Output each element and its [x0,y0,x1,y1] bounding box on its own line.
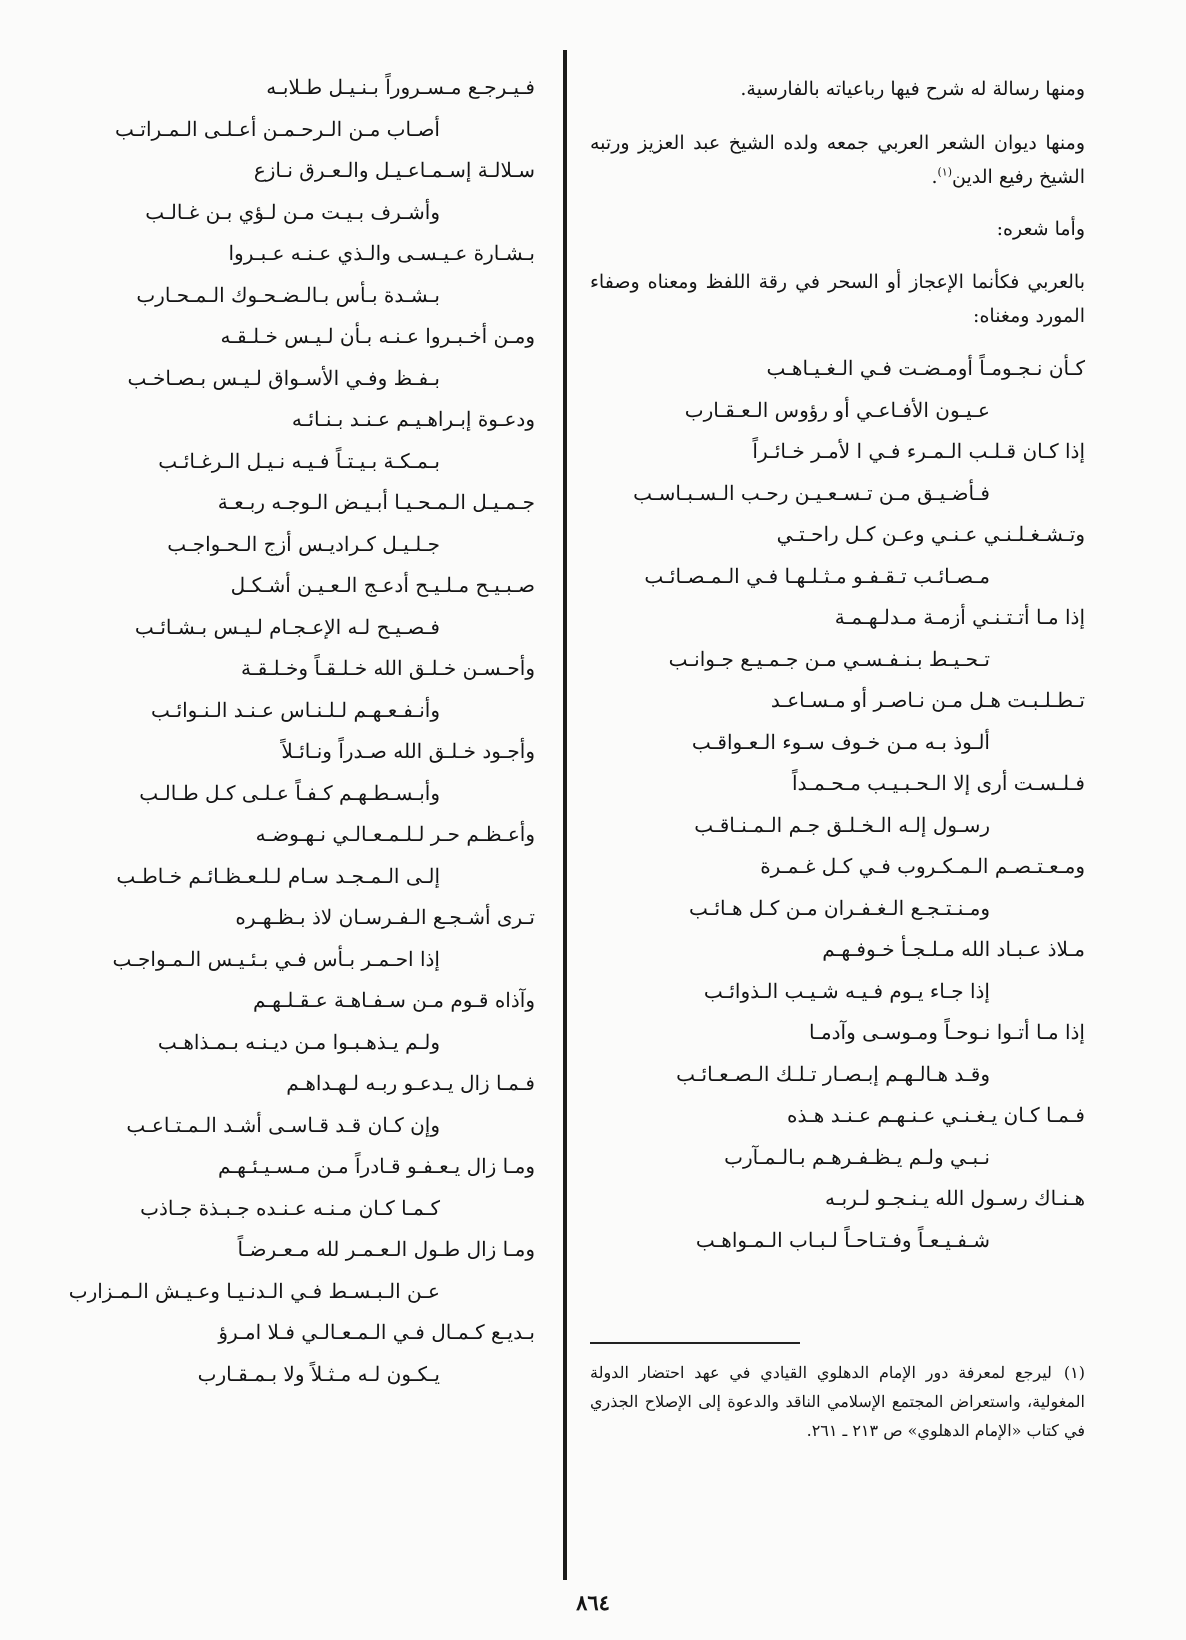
verse-hemistich: يـكـون لـه مـثـلاً ولا بـمـقـارب [197,1361,440,1386]
verse-hemistich: وأشـرف بـيـت مـن لـؤي بـن غـالـب [145,199,440,224]
verse-hemistich: وإن كـان قـد قـاسـى أشـد الـمـتـاعـب [126,1112,440,1137]
verse-hemistich: وأحـسـن خـلـق الله خـلـقـاً وخـلـقـة [240,656,535,680]
verse-hemistich: فـيـرجـع مـسـروراً بـنـيـل طـلابـه [266,75,535,99]
verse-hemistich: إذا مـا أتـوا نـوحـاً ومـوسـى وآدمـا [808,1020,1085,1044]
verse-hemistich: مـصـائـب تـقـفـو مـثـلـهـا فـي الـمـصـائـب [644,563,990,588]
verse-hemistich: بـفـظ وفـي الأسـواق لـيـس بـصـاخـب [127,365,440,390]
verse-hemistich: ومـن أخـبـروا عـنـه بـأن لـيـس خـلـقـه [220,324,535,348]
verse-hemistich: صـبـيـح مـلـيـح أدعـج الـعـيـن أشـكـل [230,573,535,597]
verse-hemistich: ودعـوة إبـراهـيـم عـنـد بـنـائـه [291,407,535,431]
verse-hemistich: كـمـا كـان مـنـه عـنـده جـبـذة جـاذب [140,1195,440,1220]
verse-hemistich: سـلالـة إسـمـاعـيـل والـعـرق نـازع [253,158,535,182]
verse-hemistich: فـأضـيـق مـن تـسـعـيـن رحـب الـسـبـاسـب [633,480,990,505]
verse-hemistich: بـشـدة بـأس بـالـضـحـوك الـمـحـارب [136,282,440,307]
verse-hemistich: ألـوذ بـه مـن خـوف سـوء الـعـواقـب [691,729,990,754]
verse-hemistich: ولـم يـذهـبـوا مـن ديـنـه بـمـذاهـب [157,1029,440,1054]
verse-hemistich: رسـول إلـه الـخـلـق جـم الـمـنـاقـب [694,812,990,837]
verse-hemistich: مـلاذ عـبـاد الله مـلـجـأ خـوفـهـم [822,937,1085,961]
verse-hemistich: هـنـاك رسـول الله يـنـجـو لـربـه [825,1186,1085,1210]
verse-hemistich: ومـعـتـصـم الـمـكـروب فـي كـل غـمـرة [760,854,1085,878]
footnote-rule [590,1342,800,1344]
verse-hemistich: فـلـسـت أرى إلا الـحـبـيـب مـحـمـداً [791,771,1085,795]
verse-hemistich: وأجـود خـلـق الله صـدراً ونـائـلاً [281,739,535,763]
verse-hemistich: تـرى أشـجـع الـفـرسـان لاذ بـظـهـره [235,905,535,929]
verse-hemistich: عـيـون الأفـاعـي أو رؤوس الـعـقـارب [684,397,990,422]
verse-hemistich: تـحـيـط بـنـفـسـي مـن جـمـيـع جـوانـب [668,646,990,671]
verse-hemistich: وأعـظـم حـر لـلـمـعـالـي نـهـوضـه [255,822,535,846]
paragraph-diwan [590,126,1085,194]
verse-hemistich: فـمـا كـان يـغـنـي عـنـهـم عـنـد هـذه [786,1103,1085,1127]
verse-hemistich: فـمـا زال يـدعـو ربـه لـهـداهـم [286,1071,535,1095]
verse-hemistich: بـمـكـة بـيـتـاً فـيـه نـيـل الـرغـائـب [158,448,440,473]
verse-hemistich: وأنـفـعـهـم لـلـنـاس عـنـد الـنـوائـب [151,697,440,722]
verse-hemistich: إذا مـا أتـتـنـي أزمـة مـدلـهـمـة [834,605,1085,629]
footnote [590,1358,1085,1445]
paragraph-poetry-intro: وأما شعره: [996,218,1085,240]
verse-hemistich: ومـا زال يـعـفـو قـادراً مـن مـسـيـئـهـم [218,1154,535,1178]
paragraph-arabic-poetry: بالعربي فكأنما الإعجاز أو السحر في رقة اللفظ ومعناه وصفاء المورد ومغناه: [590,271,1085,327]
page-number: ٨٦٤ [576,1590,610,1615]
right-column [590,60,1085,1510]
verse-hemistich: عـن الـبـسـط فـي الـدنـيـا وعـيـش الـمـزارب [68,1278,440,1303]
verse-hemistich: بـشـارة عـيـسـى والـذي عـنـه عـبـروا [228,241,535,265]
verse-hemistich: وتـشـغـلـنـي عـنـي وعـن كـل راحـتـي [776,522,1085,546]
paragraph-diwan-text: ومنها ديوان الشعر العربي جمعه ولده الشيخ عبد العزيز ورتبه الشيخ رفيع الدين [590,132,1085,188]
verse-hemistich: إذا جـاء يـوم فـيـه شـيـب الـذوائـب [703,978,990,1003]
verse-hemistich: شـفـيـعـاً وفـتـاحـاً لـبـاب الـمـواهـب [695,1227,990,1252]
verse-hemistich: بـديـع كـمـال فـي الـمـعـالـي فـلا امـرؤ [218,1320,535,1344]
verse-hemistich: فـصـيـح لـه الإعـجـام لـيـس بـشـائـب [134,614,440,639]
verse-hemistich: كـأن نـجـومـاً أومـضـت فـي الـغـيـاهـب [766,356,1085,380]
footnote-reference: (١) [937,165,952,179]
paragraph-diwan-end: . [931,166,938,188]
verse-hemistich: إذا كـان قـلـب الـمـرء فـي ا لأمـر خـائـراً [752,439,1085,463]
verse-hemistich: نـبـي ولـم يـظـفـرهـم بـالـمـآرب [724,1144,990,1169]
column-divider [563,50,567,1580]
verse-hemistich: ومـنـتـجـع الـغـفـران مـن كـل هـائـب [688,895,990,920]
left-column [50,60,535,1560]
verse-hemistich: وآذاه قـوم مـن سـفـاهـة عـقـلـهـم [253,988,535,1012]
verse-hemistich: جـمـيـل الـمـحـيـا أبـيـض الـوجـه ربـعـة [217,490,535,514]
verse-hemistich: أصـاب مـن الـرحـمـن أعـلـى الـمـراتـب [114,116,440,141]
verse-hemistich: جـلـيـل كـراديـس أزج الـحـواجـب [167,531,440,556]
footnote-text: ليرجع لمعرفة دور الإمام الدهلوي القيادي في عهد احتضار الدولة المغولية، واستعراض المجتمع الإسلامي الناقد والدعوة إلى الإصلاح الجذري في كتاب «الإمام الدهلوي» ص ٢١٣ ـ ٢٦١. [590,1363,1085,1440]
verse-hemistich: ومـا زال طـول الـعـمـر لله مـعـرضـاً [237,1237,535,1261]
verse-hemistich: وقـد هـالـهـم إبـصـار تـلـك الـصـعـائـب [676,1061,990,1086]
verse-hemistich: تـطـلـبـت هـل مـن نـاصـر أو مـسـاعـد [770,688,1085,712]
paragraph-treatise: ومنها رسالة له شرح فيها رباعياته بالفارسية. [740,78,1085,100]
verse-hemistich: إذا احـمـر بـأس فـي بـئـيـس الـمـواجـب [112,946,440,971]
footnote-number: (١) [1063,1363,1085,1382]
verse-hemistich: إلـى الـمـجـد سـام لـلـعـظـائـم خـاطـب [116,863,440,888]
verse-hemistich: وأبـسـطـهـم كـفـاً عـلـى كـل طـالـب [139,780,440,805]
